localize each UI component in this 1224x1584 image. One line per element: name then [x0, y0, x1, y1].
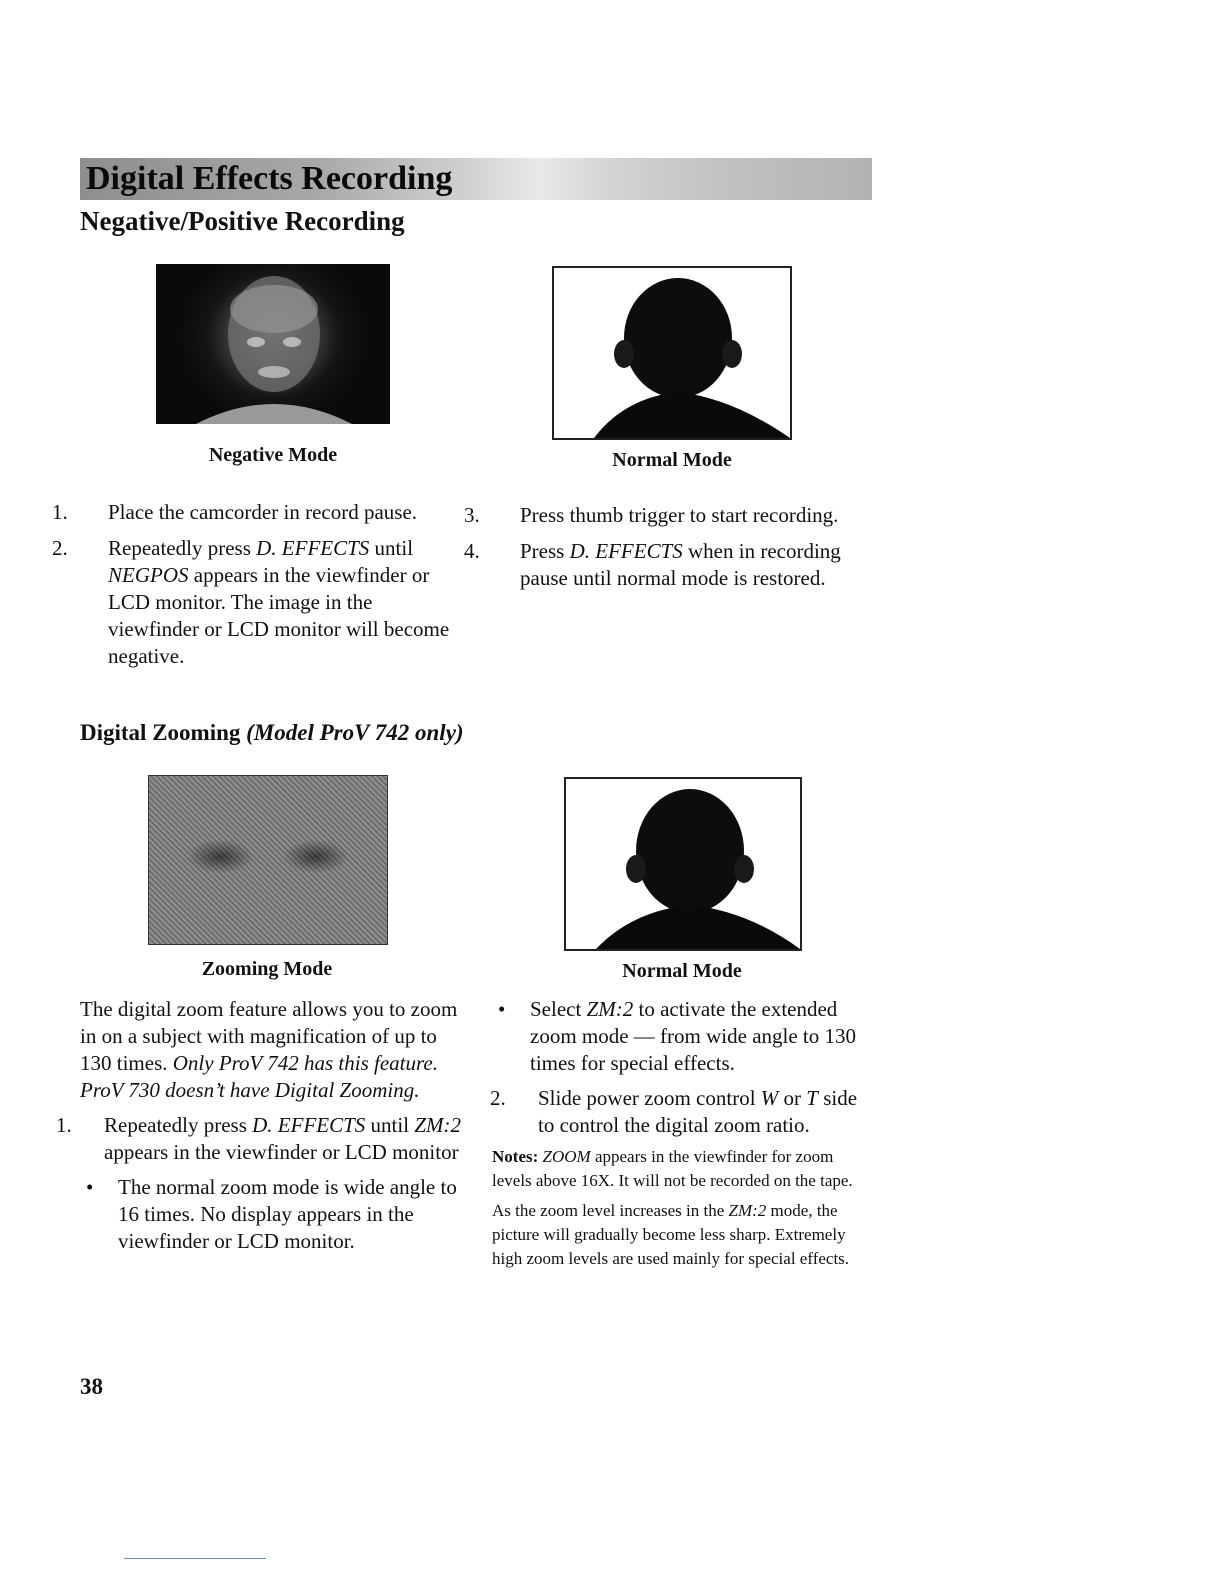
zoom-note-1: [492, 1145, 872, 1193]
normal-mode-image: [552, 266, 792, 440]
negative-face-icon: [156, 264, 390, 424]
button-name: D. EFFECTS: [252, 1113, 366, 1137]
zoom-intro: [80, 996, 465, 1104]
step-text: until: [365, 1113, 415, 1137]
step-text: Repeatedly press: [104, 1113, 253, 1137]
negpos-steps-left: [52, 499, 460, 670]
zoom-step-1: [56, 1112, 465, 1166]
step-number: 2.: [490, 1086, 506, 1110]
normal-face-icon: [566, 779, 800, 949]
control-side: W: [760, 1086, 779, 1110]
bullet-text: Select: [530, 997, 587, 1021]
step-text: Press thumb trigger to start recording.: [520, 503, 839, 527]
zoom-left-column: [56, 996, 465, 1255]
step-text: when in recording pause until normal mode is restored.: [520, 539, 841, 590]
normal-face-icon: [554, 268, 790, 438]
note-text: mode, the picture will gradually become less sharp. Extremely high zoom levels are used mainly for special effects.: [492, 1201, 850, 1268]
negpos-heading: Negative/Positive Recording: [80, 206, 405, 236]
button-name: D. EFFECTS: [256, 536, 370, 560]
zoom-right-column: [492, 996, 872, 1271]
step-text: or: [778, 1086, 807, 1110]
footer-rule: [124, 1558, 266, 1559]
button-name: D. EFFECTS: [569, 539, 683, 563]
step-number: 1.: [56, 1113, 72, 1137]
display-indicator: ZM:2: [414, 1113, 461, 1137]
normal-mode-caption: Normal Mode: [612, 449, 732, 471]
note-text: appears in the viewfinder for zoom levels above 16X. It will not be recorded on the tape.: [492, 1147, 853, 1190]
step-text: side to control the digital zoom ratio.: [538, 1086, 858, 1137]
normal-mode-caption-2: Normal Mode: [622, 960, 742, 982]
step-text: Place the camcorder in record pause.: [108, 500, 418, 524]
bullet-text: to activate the extended zoom mode — from wide angle to 130 times for special effects.: [530, 997, 857, 1075]
zoom-heading-text: Digital Zooming: [80, 720, 241, 745]
step-text: Slide power zoom control: [538, 1086, 761, 1110]
bullet-text: The normal zoom mode is wide angle to 16 times. No display appears in the viewfinder or LCD monitor.: [118, 1175, 457, 1253]
zoom-heading: [80, 720, 464, 746]
zoom-note-2: [492, 1199, 872, 1271]
note-text: As the zoom level increases in the: [492, 1201, 729, 1220]
step-number: 4.: [464, 539, 480, 563]
bullet-icon: •: [86, 1175, 94, 1199]
zoom-heading-model: (Model ProV 742 only): [246, 720, 464, 745]
step-number: 1.: [52, 500, 68, 524]
step-text: appears in the viewfinder or LCD monitor: [104, 1140, 459, 1164]
page-number: 38: [80, 1374, 103, 1399]
bullet-icon: •: [498, 997, 506, 1021]
normal-mode-image-2: [564, 777, 802, 951]
control-side: T: [806, 1086, 818, 1110]
zoom-intro-text: The digital zoom feature allows you to zoom in on a subject with magnification of up to 130 times.: [80, 997, 458, 1075]
section-banner: [80, 158, 872, 200]
step-text: Repeatedly press: [108, 536, 257, 560]
zoom-bullet-extended: [492, 996, 872, 1077]
step-number: 2.: [52, 536, 68, 560]
zooming-mode-image: [148, 775, 388, 945]
step-text: until: [369, 536, 414, 560]
display-indicator: ZM:2: [586, 997, 634, 1021]
display-indicator: NEGPOS: [108, 563, 189, 587]
zoom-step-2: [492, 1085, 872, 1139]
negative-mode-caption: Negative Mode: [208, 444, 338, 466]
step-1: [52, 499, 460, 526]
notes-label: Notes:: [492, 1147, 539, 1166]
step-text: appears in the viewfinder or LCD monitor. The image in the viewfinder or LCD monitor will become negative.: [108, 563, 450, 668]
zoom-intro-note: Only ProV 742 has this feature. ProV 730 doesn’t have Digital Zooming.: [80, 1051, 438, 1102]
step-text: Press: [520, 539, 570, 563]
section-title: Digital Effects Recording: [86, 160, 453, 197]
step-number: 3.: [464, 503, 480, 527]
step-2: [52, 535, 460, 670]
display-indicator: ZOOM: [542, 1147, 591, 1166]
negpos-steps-right: [464, 502, 872, 592]
step-4: [464, 538, 872, 592]
zoom-bullet-normal: [80, 1174, 465, 1255]
zooming-mode-caption: Zooming Mode: [201, 958, 333, 980]
display-indicator: ZM:2: [728, 1201, 767, 1220]
step-3: [464, 502, 872, 529]
negative-mode-image: [156, 264, 390, 424]
